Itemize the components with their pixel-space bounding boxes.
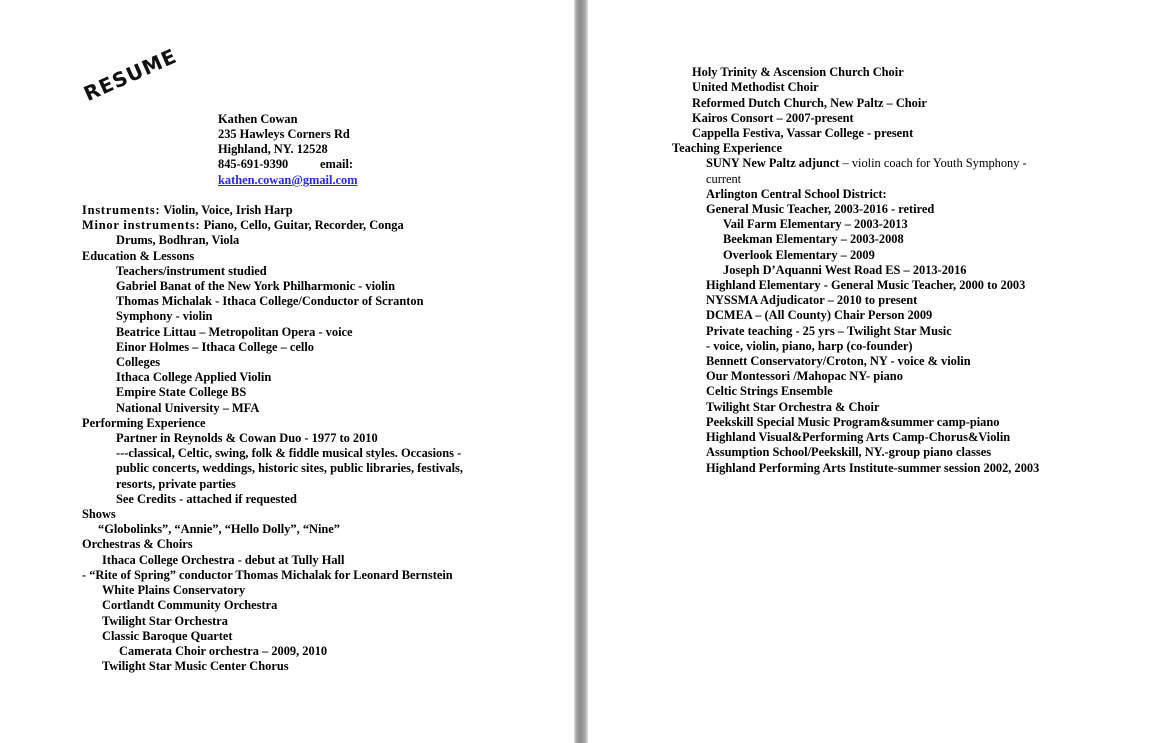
- resume-page-right: [588, 0, 1163, 743]
- teaching-item: Our Montessori /Mahopac NY- piano: [706, 369, 903, 383]
- education-heading: Education & Lessons: [82, 249, 195, 263]
- teaching-item: Private teaching - 25 yrs – Twilight Star Music: [706, 324, 952, 338]
- suny-continued: current: [706, 172, 742, 186]
- orchestra-item: - “Rite of Spring” conductor Thomas Michalak for Leonard Bernstein: [82, 568, 453, 582]
- orchestra-item: Twilight Star Orchestra: [102, 614, 228, 628]
- page-gutter: [574, 0, 588, 743]
- choir-item: United Methodist Choir: [692, 80, 819, 94]
- school-item: Overlook Elementary – 2009: [723, 248, 875, 262]
- minor-instruments-continued: Drums, Bodhran, Viola: [116, 233, 240, 247]
- choir-item: Holy Trinity & Ascension Church Choir: [692, 65, 904, 79]
- orchestra-item: White Plains Conservatory: [102, 583, 246, 597]
- instruments-value: Violin, Voice, Irish Harp: [163, 203, 293, 217]
- performing-line: resorts, private parties: [116, 477, 236, 491]
- teachers-heading: Teachers/instrument studied: [116, 264, 267, 278]
- teaching-item: DCMEA – (All County) Chair Person 2009: [706, 308, 933, 322]
- teaching-item: NYSSMA Adjudicator – 2010 to present: [706, 293, 918, 307]
- choir-item: Cappella Festiva, Vassar College - present: [692, 126, 914, 140]
- shows-list: “Globolinks”, “Annie”, “Hello Dolly”, “Nine”: [98, 522, 340, 536]
- teaching-item: Celtic Strings Ensemble: [706, 384, 833, 398]
- instruments-label: Instruments:: [82, 203, 161, 217]
- teaching-item: Highland Elementary - General Music Teacher, 2000 to 2003: [706, 278, 1026, 292]
- teacher-item: Gabriel Banat of the New York Philharmonic - violin: [116, 279, 396, 293]
- resume-page-left: [0, 0, 574, 743]
- orchestra-item: Cortlandt Community Orchestra: [102, 598, 278, 612]
- minor-instruments-line: [82, 218, 404, 233]
- performing-heading: Performing Experience: [82, 416, 206, 430]
- teaching-item: Bennett Conservatory/Croton, NY - voice & violin: [706, 354, 971, 368]
- college-item: National University – MFA: [116, 401, 260, 415]
- performing-line: public concerts, weddings, historic sites, public libraries, festivals,: [116, 461, 463, 475]
- school-item: Beekman Elementary – 2003-2008: [723, 232, 904, 246]
- performing-line: ---classical, Celtic, swing, folk & fiddle musical styles. Occasions -: [116, 446, 462, 460]
- college-item: Ithaca College Applied Violin: [116, 370, 272, 384]
- school-item: Vail Farm Elementary – 2003-2013: [723, 217, 908, 231]
- teacher-item: Thomas Michalak - Ithaca College/Conductor of Scranton: [116, 294, 424, 308]
- teacher-item: Beatrice Littau – Metropolitan Opera - voice: [116, 325, 353, 339]
- teaching-item: Assumption School/Peekskill, NY.-group piano classes: [706, 445, 992, 459]
- college-item: Empire State College BS: [116, 385, 247, 399]
- choir-item: Kairos Consort – 2007-present: [692, 111, 854, 125]
- orchestra-item: Twilight Star Music Center Chorus: [102, 659, 289, 673]
- teacher-item: Einor Holmes – Ithaca College – cello: [116, 340, 314, 354]
- minor-instruments-value: Piano, Cello, Guitar, Recorder, Conga: [203, 218, 404, 232]
- performing-line: See Credits - attached if requested: [116, 492, 297, 506]
- contact-email-link[interactable]: kathen.cowan@gmail.com: [218, 173, 358, 187]
- instruments-line: [82, 203, 293, 218]
- suny-title: SUNY New Paltz adjunct: [706, 156, 840, 170]
- performing-line: Partner in Reynolds & Cowan Duo - 1977 to 2010: [116, 431, 378, 445]
- orchestras-heading: Orchestras & Choirs: [82, 537, 193, 551]
- teaching-item: Highland Visual&Performing Arts Camp-Chorus&Violin: [706, 430, 1011, 444]
- suny-detail: – violin coach for Youth Symphony -: [842, 156, 1027, 170]
- contact-address-line2: Highland, NY. 12528: [218, 142, 328, 156]
- teaching-item: Highland Performing Arts Institute-summer session 2002, 2003: [706, 461, 1040, 475]
- minor-instruments-label: Minor instruments:: [82, 218, 201, 232]
- school-item: Joseph D’Aquanni West Road ES – 2013-2016: [723, 263, 967, 277]
- teaching-item: - voice, violin, piano, harp (co-founder): [706, 339, 913, 353]
- teaching-item: Twilight Star Orchestra & Choir: [706, 400, 880, 414]
- choir-item: Reformed Dutch Church, New Paltz – Choir: [692, 96, 927, 110]
- teacher-item: Symphony - violin: [116, 309, 213, 323]
- suny-line: [706, 156, 1027, 171]
- contact-address-line1: 235 Hawleys Corners Rd: [218, 127, 350, 141]
- contact-name: Kathen Cowan: [218, 112, 298, 126]
- teaching-heading: Teaching Experience: [672, 141, 783, 155]
- orchestra-item: Ithaca College Orchestra - debut at Tully Hall: [102, 553, 345, 567]
- shows-heading: Shows: [82, 507, 116, 521]
- orchestra-item: Classic Baroque Quartet: [102, 629, 233, 643]
- contact-email-label: email:: [320, 157, 354, 171]
- general-music-line: General Music Teacher, 2003-2016 - retired: [706, 202, 935, 216]
- district-heading: Arlington Central School District:: [706, 187, 887, 201]
- resume-stamp: RESUME: [80, 43, 181, 106]
- teaching-item: Peekskill Special Music Program&summer camp-piano: [706, 415, 1000, 429]
- orchestra-item: Camerata Choir orchestra – 2009, 2010: [119, 644, 328, 658]
- contact-phone: 845-691-9390: [218, 157, 289, 171]
- colleges-heading: Colleges: [116, 355, 161, 369]
